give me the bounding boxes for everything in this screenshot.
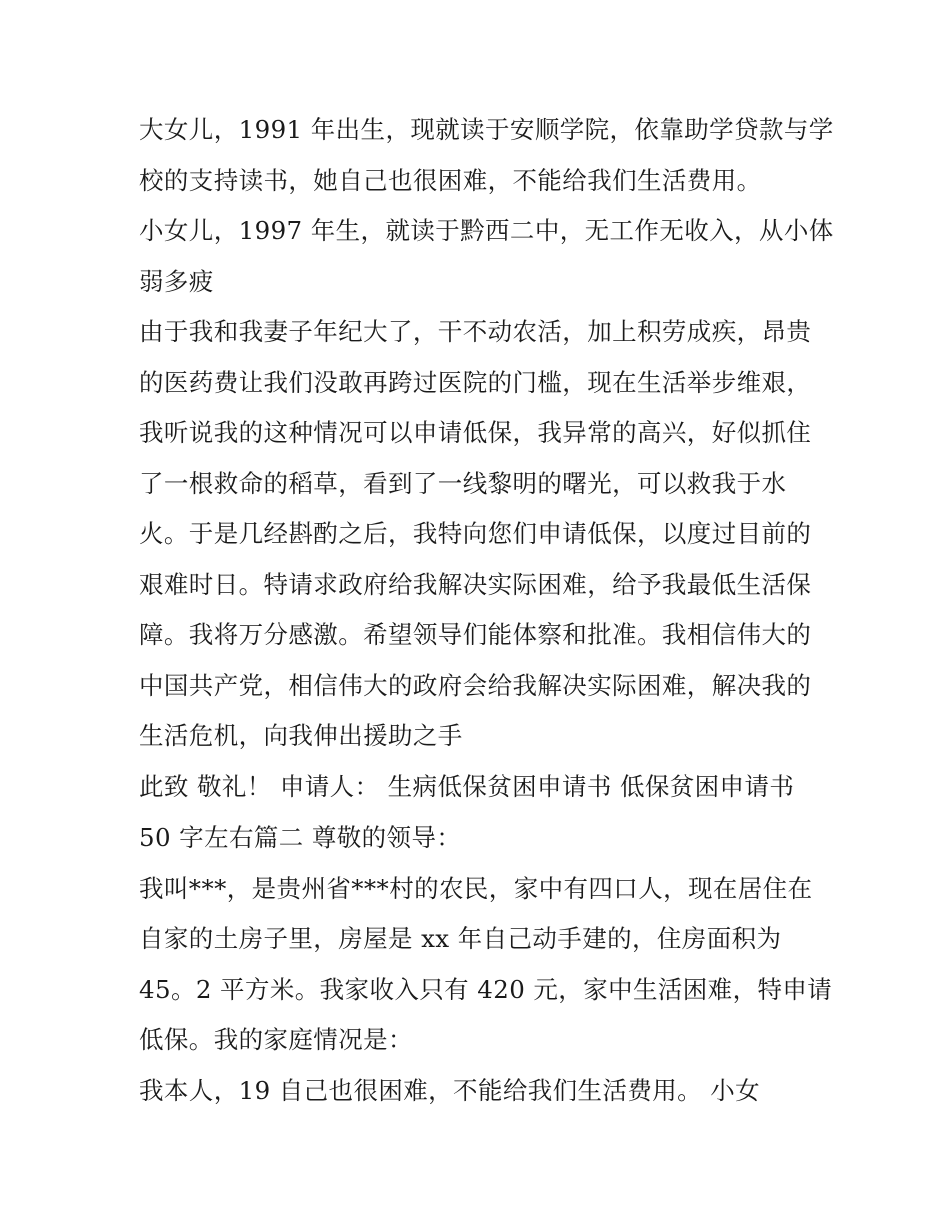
text-line: 我听说我的这种情况可以申请低保，我异常的高兴，好似抓住: [139, 418, 812, 447]
text-line: 我本人，19 自己也很困难，不能给我们生活费用。 小女: [139, 1076, 761, 1105]
text-line: 小女儿，1997 年生，就读于黔西二中，无工作无收入，从小体: [139, 216, 834, 245]
text-line: 弱多疲: [139, 267, 214, 296]
text-line: 由于我和我妻子年纪大了，干不动农活，加上积劳成疾，昂贵: [139, 317, 812, 346]
text-line: 我叫***，是贵州省***村的农民，家中有四口人，现在居住在: [139, 874, 813, 903]
text-line: 中国共产党，相信伟大的政府会给我解决实际困难，解决我的: [139, 671, 812, 700]
text-line: 大女儿，1991 年出生，现就读于安顺学院，依靠助学贷款与学: [139, 115, 834, 144]
text-line: 了一根救命的稻草，看到了一线黎明的曙光，可以救我于水: [139, 469, 787, 498]
text-line: 低保。我的家庭情况是：: [139, 1025, 413, 1054]
text-line: 50 字左右篇二 尊敬的领导：: [139, 823, 462, 852]
text-line: 此致 敬礼！ 申请人： 生病低保贫困申请书 低保贫困申请书: [139, 772, 795, 801]
text-line: 45。2 平方米。我家收入只有 420 元，家中生活困难，特申请: [139, 975, 833, 1004]
text-line: 自家的土房子里，房屋是 xx 年自己动手建的，住房面积为: [139, 924, 782, 953]
text-line: 障。我将万分感激。希望领导们能体察和批准。我相信伟大的: [139, 620, 812, 649]
text-line: 火。于是几经斟酌之后，我特向您们申请低保，以度过目前的: [139, 519, 812, 548]
text-line: 艰难时日。特请求政府给我解决实际困难，给予我最低生活保: [139, 570, 812, 599]
text-line: 生活危机，向我伸出援助之手: [139, 721, 463, 750]
text-line: 校的支持读书，她自己也很困难，不能给我们生活费用。: [139, 166, 762, 195]
text-line: 的医药费让我们没敢再跨过医院的门槛，现在生活举步维艰，: [139, 368, 812, 397]
